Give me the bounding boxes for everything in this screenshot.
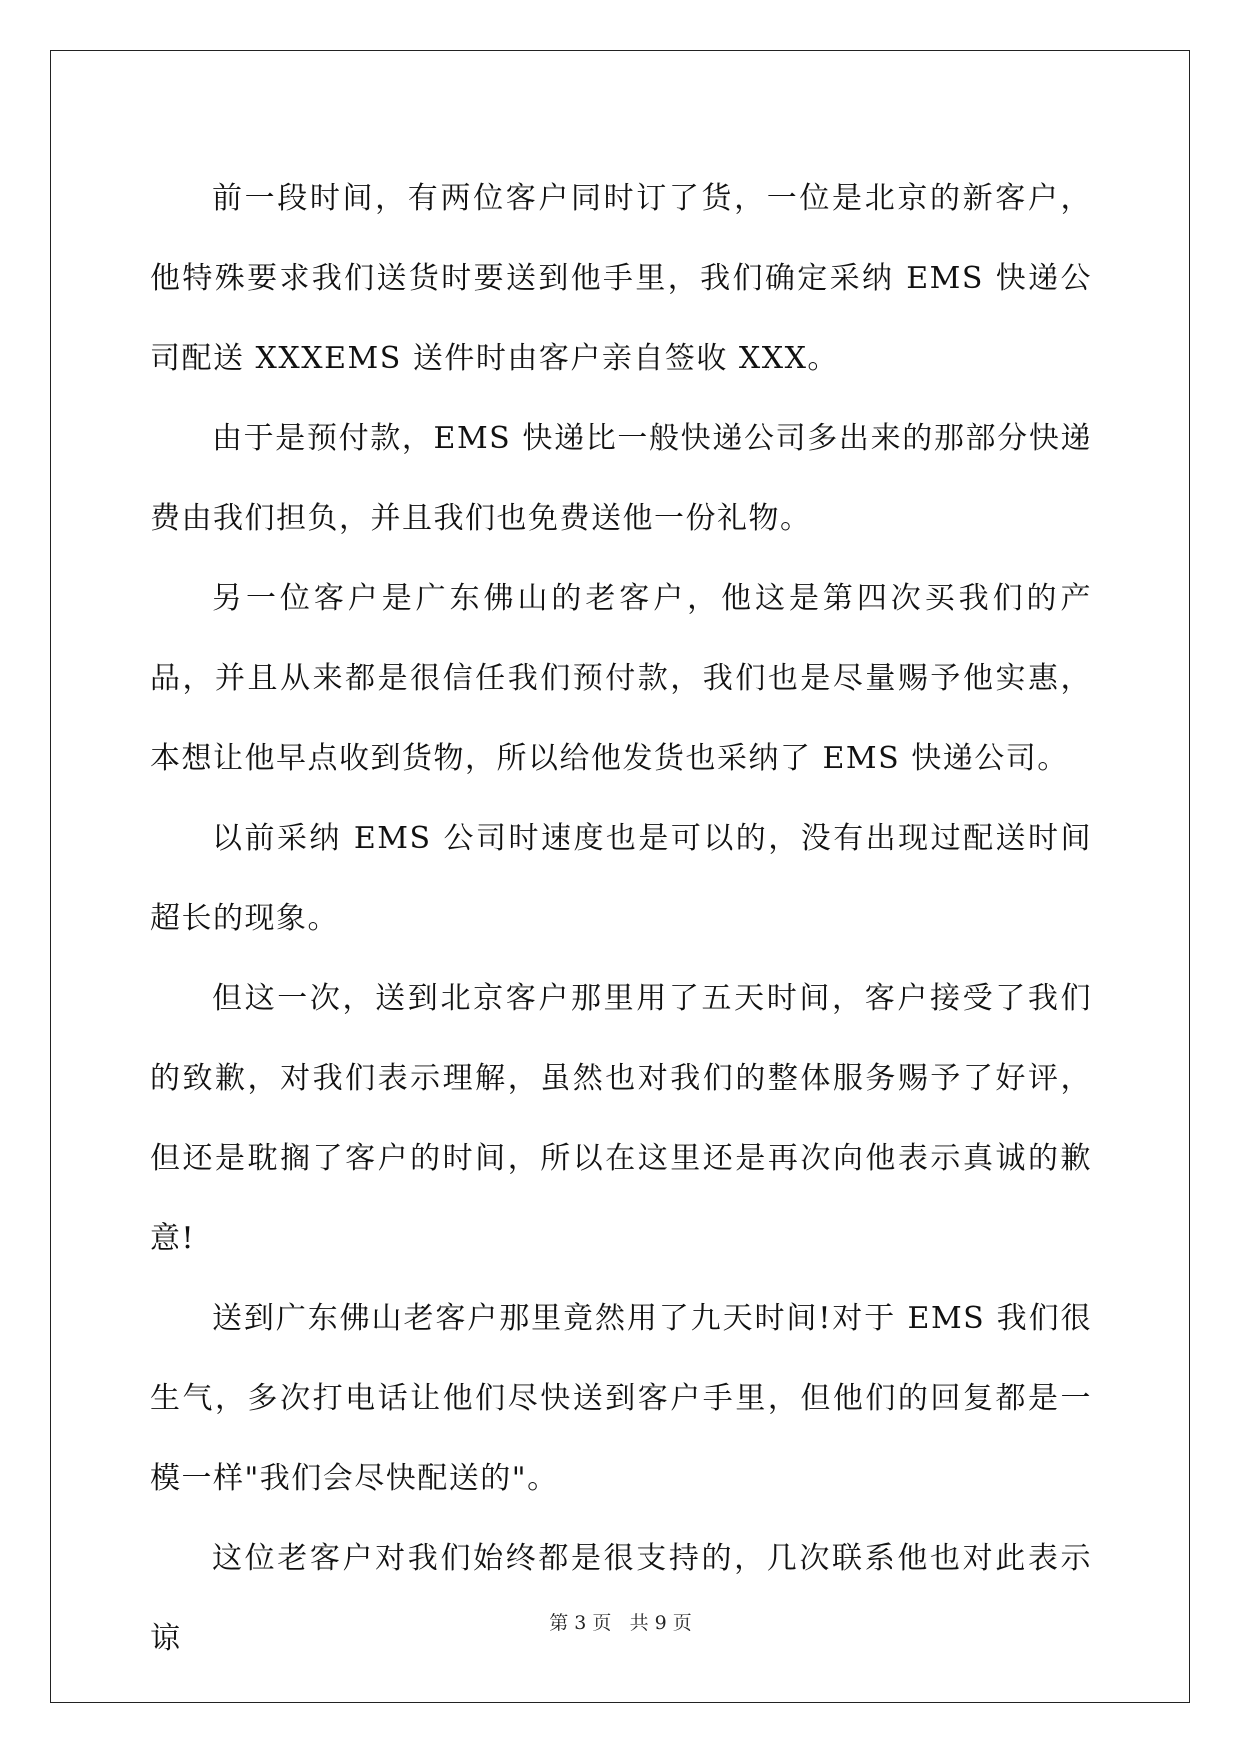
paragraph: 送到广东佛山老客户那里竟然用了九天时间!对于 EMS 我们很生气，多次打电话让他们尽快送到客户手里，但他们的回复都是一模一样"我们会尽快配送的"。 [150, 1301, 1092, 1496]
paragraph: 以前采纳 EMS 公司时速度也是可以的，没有出现过配送时间超长的现象。 [150, 821, 1092, 936]
total-pages: 共 9 页 [629, 1612, 692, 1634]
page-number: 第 3 页 [549, 1612, 612, 1634]
paragraph: 由于是预付款，EMS 快递比一般快递公司多出来的那部分快递费由我们担负，并且我们也免费送他一份礼物。 [150, 421, 1092, 536]
paragraph: 这位老客户对我们始终都是很支持的，几次联系他也对此表示谅 [150, 1541, 1092, 1656]
paragraph: 另一位客户是广东佛山的老客户，他这是第四次买我们的产品，并且从来都是很信任我们预付款，我们也是尽量赐予他实惠，本想让他早点收到货物，所以给他发货也采纳了 EMS 快递公司。 [150, 581, 1092, 776]
paragraph: 但这一次，送到北京客户那里用了五天时间，客户接受了我们的致歉，对我们表示理解，虽然也对我们的整体服务赐予了好评，但还是耽搁了客户的时间，所以在这里还是再次向他表示真诚的歉意! [150, 981, 1092, 1256]
paragraph: 前一段时间，有两位客户同时订了货，一位是北京的新客户，他特殊要求我们送货时要送到他手里，我们确定采纳 EMS 快递公司配送 XXXEMS 送件时由客户亲自签收 XXX。 [150, 181, 1092, 376]
document-body [150, 159, 1092, 1679]
page-footer [0, 1611, 1241, 1635]
